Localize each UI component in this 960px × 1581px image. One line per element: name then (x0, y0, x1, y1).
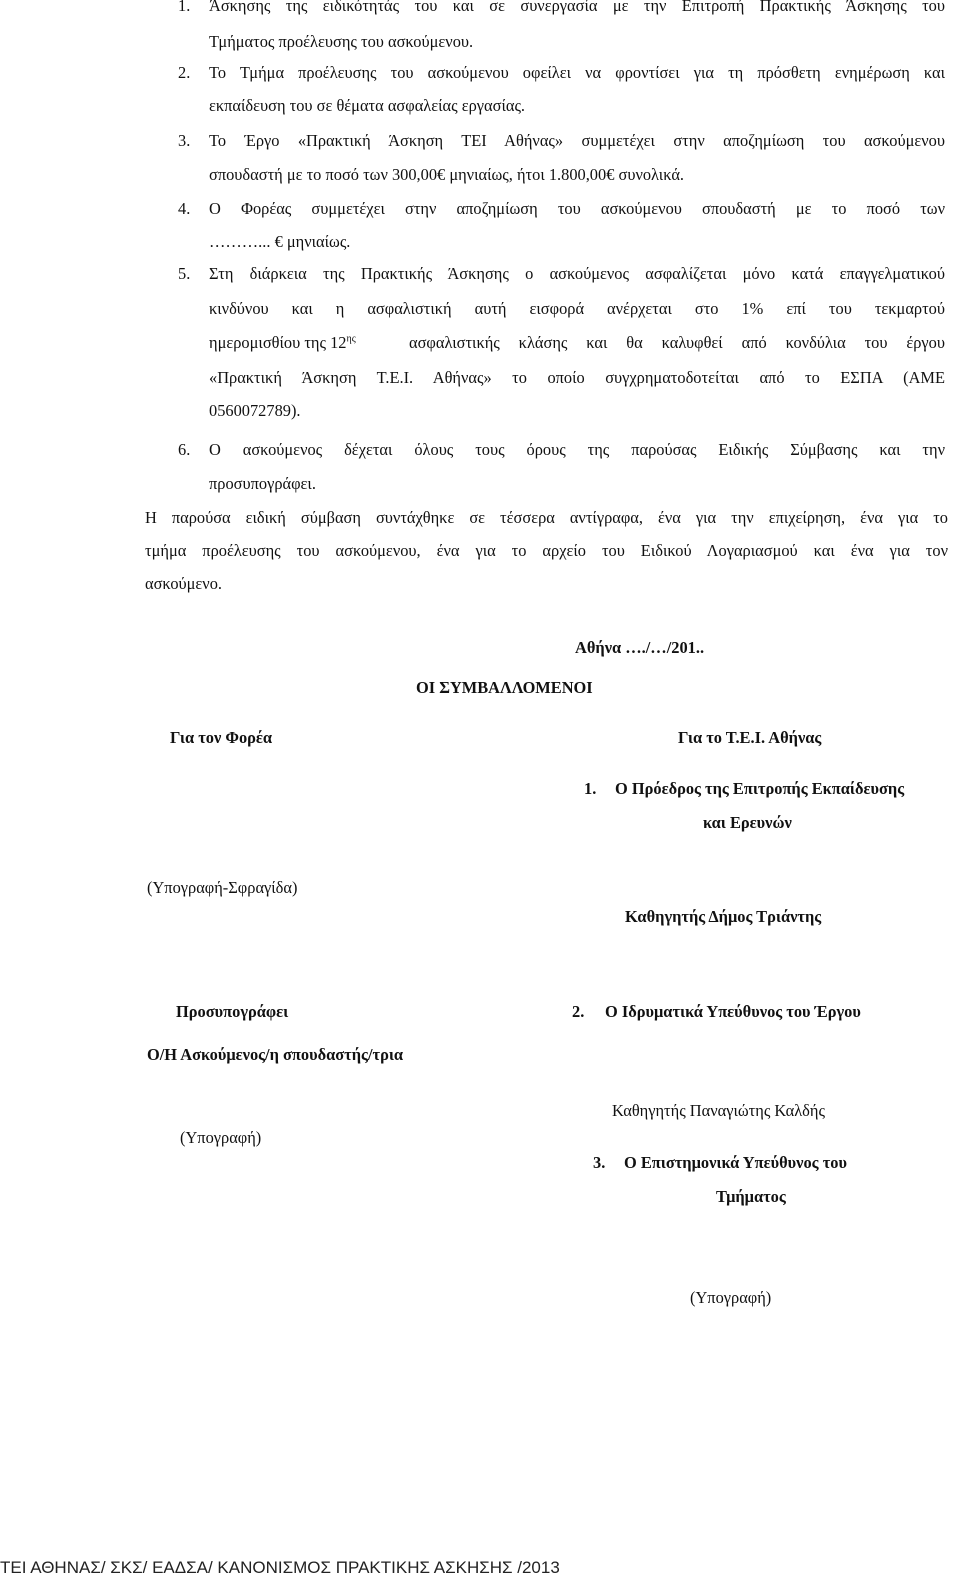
item-text: Ο Φορέας συμμετέχει στην αποζημίωση του ασκούμενου σπουδαστή με το ποσό των (209, 199, 945, 218)
item-text: Το Έργο «Πρακτική Άσκηση ΤΕΙ Αθήνας» συμμετέχει στην αποζημίωση του ασκούμενου (209, 131, 945, 150)
item-number: 3. (178, 131, 191, 150)
student-label: Ο/Η Ασκούμενος/η σπουδαστής/τρια (147, 1045, 404, 1064)
item-text: 0560072789). (209, 401, 301, 420)
item-number: 1. (178, 0, 191, 15)
signatory-name: Καθηγητής Δήμος Τριάντης (625, 907, 822, 926)
item-text: Τμήματος προέλευσης του ασκούμενου. (209, 32, 474, 51)
student-signature-label: (Υπογραφή) (180, 1128, 262, 1147)
date-line: Αθήνα …./…/201.. (575, 638, 705, 657)
item-text: προσυπογράφει. (209, 474, 316, 493)
item-text: κινδύνου και η ασφαλιστική αυτή εισφορά ανέρχεται στο 1% επί του τεκμαρτού (209, 299, 945, 318)
signature-stamp-label: (Υπογραφή-Σφραγίδα) (147, 878, 298, 897)
item-number: 2. (178, 63, 191, 82)
item-text: Το Τμήμα προέλευσης του ασκούμενου οφείλει να φροντίσει για τη πρόσθετη ενημέρωση και (209, 63, 945, 82)
item-text: ………... € μηνιαίως. (209, 232, 351, 251)
item-number: 5. (178, 264, 191, 283)
signatory-title: Τμήματος (716, 1187, 786, 1206)
signatory-number: 2. (572, 1002, 585, 1021)
paragraph-line: Η παρούσα ειδική σύμβαση συντάχθηκε σε τέσσερα αντίγραφα, ένα για την επιχείρηση, ένα για το (145, 508, 948, 527)
signatory-title: Ο Πρόεδρος της Επιτροπής Εκπαίδευσης (615, 779, 905, 798)
signatory-title: και Ερευνών (703, 813, 792, 832)
item-text: εκπαίδευση του σε θέματα ασφαλείας εργασίας. (209, 96, 526, 115)
superscript: ης (346, 333, 356, 345)
item-text: «Πρακτική Άσκηση Τ.Ε.Ι. Αθήνας» το οποίο συγχρηματοδοτείται από το ΕΣΠΑ (ΑΜΕ (209, 368, 945, 387)
item-text: σπουδαστή με το ποσό των 300,00€ μηνιαίως, ήτοι 1.800,00€ συνολικά. (209, 165, 685, 184)
signatory-name: Καθηγητής Παναγιώτης Καλδής (612, 1101, 825, 1120)
signatory-number: 3. (593, 1153, 606, 1172)
item-text-part: ημερομισθίου της 12 (209, 333, 347, 352)
paragraph-line: τμήμα προέλευσης του ασκούμενου, ένα για το αρχείο του Ειδικού Λογαριασμού και ένα για τον (145, 541, 948, 560)
signatory-title: Ο Ιδρυματικά Υπεύθυνος του Έργου (605, 1002, 861, 1021)
right-heading: Για το Τ.Ε.Ι. Αθήνας (678, 728, 822, 747)
item-text: Στη διάρκεια της Πρακτικής Άσκησης ο ασκούμενος ασφαλίζεται μόνο κατά επαγγελματικού (209, 264, 945, 283)
cosign-label: Προσυπογράφει (176, 1002, 289, 1021)
parties-heading: ΟΙ ΣΥΜΒΑΛΛΟΜΕΝΟΙ (416, 678, 593, 697)
item-text (209, 333, 356, 353)
left-heading: Για τον Φορέα (170, 728, 273, 747)
page-footer: ΤΕΙ ΑΘΗΝΑΣ/ ΣΚΣ/ ΕΑΔΣΑ/ ΚΑΝΟΝΙΣΜΟΣ ΠΡΑΚΤΙΚΗΣ ΑΣΚΗΣΗΣ /2013 (0, 1558, 560, 1577)
signature-label: (Υπογραφή) (690, 1288, 772, 1307)
signatory-title: Ο Επιστημονικά Υπεύθυνος του (624, 1153, 847, 1172)
paragraph-line: ασκούμενο. (145, 574, 223, 593)
item-number: 6. (178, 440, 191, 459)
item-text: Άσκησης της ειδικότητάς του και σε συνεργασία με την Επιτροπή Πρακτικής Άσκησης του (209, 0, 945, 15)
item-text: ασφαλιστικής κλάσης και θα καλυφθεί από κονδύλια του έργου (409, 333, 945, 352)
item-number: 4. (178, 199, 191, 218)
item-text: Ο ασκούμενος δέχεται όλους τους όρους της παρούσας Ειδικής Σύμβασης και την (209, 440, 945, 459)
signatory-number: 1. (584, 779, 597, 798)
